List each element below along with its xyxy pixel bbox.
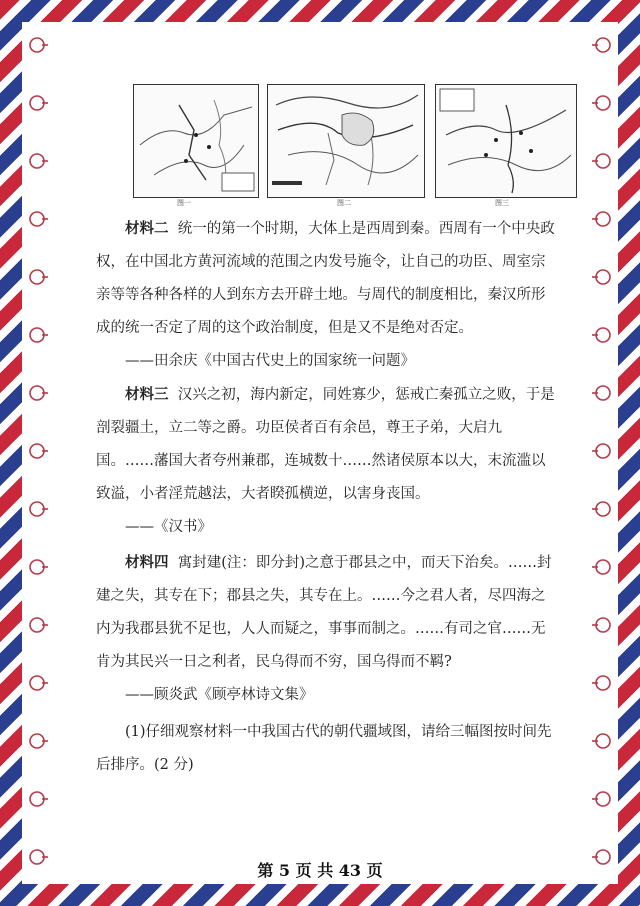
map-3-caption: 图三 — [495, 199, 509, 207]
map-2-caption: 图二 — [337, 199, 351, 207]
binding-hole — [592, 788, 614, 810]
binding-hole — [26, 208, 48, 230]
footer-total-pages: 43 — [338, 861, 362, 880]
binding-hole — [592, 324, 614, 346]
binding-hole — [26, 788, 48, 810]
map-1-caption: 图一 — [177, 199, 191, 207]
binding-hole — [592, 208, 614, 230]
binding-hole — [26, 324, 48, 346]
material-3-source: ——《汉书》 — [125, 519, 212, 535]
footer-suffix: 页 — [366, 861, 383, 880]
map-figure-3 — [435, 84, 577, 198]
material-2-block — [96, 212, 556, 378]
binding-hole — [26, 34, 48, 56]
material-4-source: ——顾炎武《顾亭林诗文集》 — [125, 687, 314, 703]
binding-hole — [592, 34, 614, 56]
binding-hole — [26, 730, 48, 752]
map-2-drawing — [268, 85, 424, 197]
material-4-block — [96, 546, 556, 712]
material-2-paragraph — [96, 212, 556, 345]
binding-hole — [26, 266, 48, 288]
binding-hole — [26, 498, 48, 520]
binding-hole — [592, 440, 614, 462]
material-4-label: 材料四 — [125, 554, 169, 571]
material-2-text: 统一的第一个时期，大体上是西周到秦。西周有一个中央政权，在中国北方黄河流域的范围之内发号施令，让自己的功臣、周室宗亲等等各种各样的人到东方去开辟土地。与周代的制度相比，秦汉所形成的统一否定了周的这个政治制度，但是又不是绝对否定。 — [96, 221, 555, 336]
material-3-label: 材料三 — [125, 386, 169, 403]
material-3-paragraph — [96, 378, 556, 511]
binding-hole — [592, 730, 614, 752]
binding-hole — [26, 382, 48, 404]
question-1: (1)仔细观察材料一中我国古代的朝代疆域图，请给三幅图按时间先后排序。(2 分) — [96, 724, 552, 773]
page-footer — [0, 858, 640, 881]
binding-hole — [26, 672, 48, 694]
binding-hole — [26, 440, 48, 462]
map-3-drawing — [436, 85, 576, 197]
map-1-drawing — [134, 85, 258, 197]
binding-hole — [592, 498, 614, 520]
footer-prefix: 第 — [257, 861, 274, 880]
map-figure-1 — [133, 84, 259, 198]
binding-hole — [26, 614, 48, 636]
binding-hole — [592, 92, 614, 114]
footer-mid: 页 共 — [295, 861, 334, 880]
material-4-text: 寓封建(注：即分封)之意于郡县之中，而天下治矣。……封建之失，其专在下；郡县之失，其专在上。……今之君人者，尽四海之内为我郡县犹不足也，人人而疑之，事事而制之。……有司之官……无肯为其民兴一日之利者，民乌得而不穷，国乌得而不羁? — [96, 555, 552, 670]
binding-hole — [592, 556, 614, 578]
binding-hole — [26, 556, 48, 578]
map-figures — [133, 84, 575, 208]
map-figure-2 — [267, 84, 425, 198]
binding-hole — [592, 150, 614, 172]
material-3-text: 汉兴之初，海内新定，同姓寡少，惩戒亡秦孤立之败，于是剖裂疆土，立二等之爵。功臣侯者百有余邑，尊王子弟，大启九国。……藩国大者夸州兼郡，连城数十……然诸侯原本以大，末流滥以致溢，小者淫荒越法，大者睽孤横逆，以害身丧国。 — [96, 387, 555, 502]
question-block — [96, 716, 556, 782]
binding-hole — [592, 266, 614, 288]
binding-hole — [592, 382, 614, 404]
material-2-source: ——田余庆《中国古代史上的国家统一问题》 — [125, 353, 415, 369]
binding-hole — [26, 150, 48, 172]
binding-hole — [592, 614, 614, 636]
binding-hole — [26, 92, 48, 114]
material-2-label: 材料二 — [125, 220, 169, 237]
footer-page-number: 5 — [278, 861, 291, 880]
binding-hole — [592, 672, 614, 694]
material-4-paragraph — [96, 546, 556, 679]
material-3-block — [96, 378, 556, 544]
